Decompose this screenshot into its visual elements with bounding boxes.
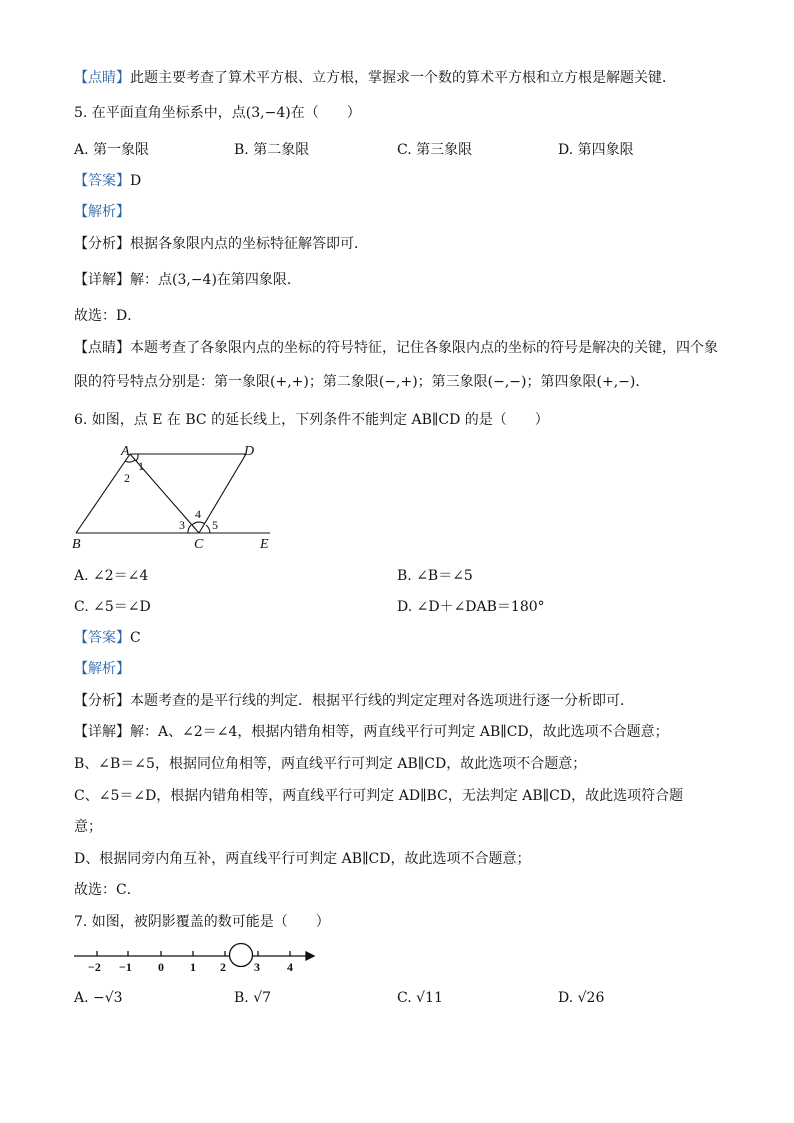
label-d: D (244, 444, 255, 459)
segment-dc (199, 454, 246, 533)
tick-label-2: 2 (220, 960, 226, 974)
q7-option-d: D. √26 (558, 990, 605, 1006)
q6-detail-text3: C、∠5＝∠D，根据内错角相等，两直线平行可判定 AD∥BC，无法判定 AB∥CD，故此选项符合题 (74, 788, 684, 804)
label-e: E (260, 537, 269, 552)
tag-answer-q6: 【答案】 (74, 630, 130, 646)
q5-option-b: B. 第二象限 (234, 142, 310, 158)
keypoint-text: 此题主要考查了算术平方根、立方根，掌握求一个数的算术平方根和立方根是解题关键． (130, 70, 676, 86)
q7-option-b: B. √7 (234, 990, 272, 1006)
q6-option-a: A. ∠2＝∠4 (74, 568, 149, 584)
arrow-right-icon (306, 952, 314, 960)
tick-label-3: 3 (254, 960, 260, 974)
q6-option-b: B. ∠B＝∠5 (397, 568, 473, 584)
q5-analysis (74, 234, 368, 254)
q6-detail (74, 722, 669, 742)
q5-option-a: A. 第一象限 (74, 142, 150, 158)
tag-dianjing: 【点睛】 (74, 70, 130, 86)
arc-angle-3 (188, 525, 191, 533)
q5-detail (74, 270, 301, 290)
tag-answer: 【答案】 (74, 173, 130, 189)
q5-keypoint-text1: 本题考查了各象限内点的坐标的符号特征，记住各象限内点的坐标的符号是解决的关键，四个象 (130, 340, 718, 356)
tag-xiangjie: 【详解】 (74, 272, 130, 288)
q6-choose: 故选：C． (74, 882, 141, 898)
arc-angle-4 (192, 522, 205, 525)
tag-xiangjie-q6: 【详解】 (74, 724, 130, 740)
tag-dianjing-q5: 【点睛】 (74, 340, 130, 356)
q6-figure (68, 440, 288, 552)
q6-detail-text2: B、∠B＝∠5，根据同位角相等，两直线平行可判定 AB∥CD，故此选项不合题意； (74, 756, 587, 772)
q5-keypoint-text2: 限的符号特点分别是：第一象限(+,+)；第二象限(−,+)；第三象限(−,−)；第四象限(+,−)． (74, 374, 650, 390)
tick-label-neg2: −2 (88, 960, 101, 974)
q6-detail-text5: D、根据同旁内角互补，两直线平行可判定 AB∥CD，故此选项不合题意； (74, 851, 531, 867)
q6-answer (74, 628, 141, 648)
q5-detail-text: 解：点(3,−4)在第四象限． (130, 272, 301, 288)
q7-option-a: A. −√3 (74, 990, 123, 1006)
arc-angle-5 (206, 525, 210, 533)
q6-analysis-text: 本题考查的是平行线的判定．根据平行线的判定定理对各选项进行逐一分析即可． (130, 693, 634, 709)
label-angle-1: 1 (138, 459, 144, 473)
q7-stem: 7. 如图，被阴影覆盖的数可能是（ ） (74, 914, 330, 930)
label-a: A (121, 444, 130, 459)
label-angle-3: 3 (179, 518, 185, 532)
q6-option-c: C. ∠5＝∠D (74, 599, 151, 615)
paragraph-keypoint (74, 68, 676, 88)
q5-stem: 5. 在平面直角坐标系中，点(3,−4)在（ ） (74, 105, 361, 121)
q5-answer (74, 171, 141, 191)
tick-label-4: 4 (287, 960, 293, 974)
q6-detail-text4: 意； (74, 819, 102, 835)
q7-number-line (70, 938, 320, 976)
shaded-circle (230, 944, 253, 967)
segment-ab (76, 454, 130, 533)
q5-option-c: C. 第三象限 (397, 142, 473, 158)
q5-option-d: D. 第四象限 (558, 142, 634, 158)
label-angle-5: 5 (212, 518, 218, 532)
q7-option-c: C. √11 (397, 990, 443, 1006)
q6-analysis (74, 691, 634, 711)
q5-answer-value: D (130, 173, 142, 189)
label-angle-2: 2 (124, 471, 130, 485)
q5-analysis-text: 根据各象限内点的坐标特征解答即可． (130, 236, 368, 252)
q6-stem: 6. 如图，点 E 在 BC 的延长线上，下列条件不能判定 AB∥CD 的是（ ） (74, 412, 549, 428)
q6-jiexi: 【解析】 (74, 661, 130, 677)
label-b: B (72, 537, 81, 552)
tick-label-1: 1 (190, 960, 196, 974)
q5-keypoint (74, 338, 718, 358)
label-c: C (194, 537, 204, 552)
tag-fenxi-q6: 【分析】 (74, 693, 130, 709)
q5-jiexi: 【解析】 (74, 204, 130, 220)
arc-angle-2 (125, 460, 135, 462)
q6-option-d: D. ∠D＋∠DAB＝180° (397, 599, 545, 615)
label-angle-4: 4 (195, 507, 201, 521)
tick-label-neg1: −1 (119, 960, 132, 974)
tag-fenxi: 【分析】 (74, 236, 130, 252)
q6-answer-value: C (130, 630, 141, 646)
q5-choose: 故选：D． (74, 308, 142, 324)
q6-detail-text1: 解：A、∠2＝∠4，根据内错角相等，两直线平行可判定 AB∥CD，故此选项不合题意； (130, 724, 669, 740)
tick-label-0: 0 (158, 960, 164, 974)
